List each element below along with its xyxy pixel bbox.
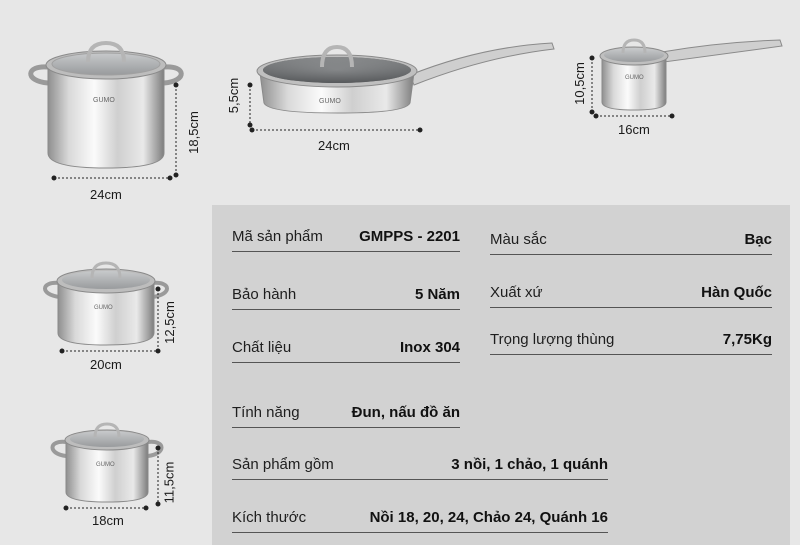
pot-18cm-width: 18cm [92, 513, 124, 528]
pot-20cm-height: 12,5cm [161, 301, 177, 344]
fry-pan-height: 5,5cm [226, 77, 242, 114]
spec-row-sizes [232, 499, 608, 533]
spec-value-origin: Hàn Quốc [701, 284, 772, 301]
spec-value-contents: 3 nồi, 1 chảo, 1 quánh [451, 456, 608, 473]
pot-20cm [30, 255, 210, 375]
spec-value-material: Inox 304 [399, 339, 460, 356]
spec-label-model: Mã sản phẩm [232, 228, 323, 245]
pot-20cm-brand: GUMO [94, 305, 113, 311]
spec-row-warranty [232, 278, 460, 310]
pot-24cm [18, 35, 218, 205]
pot-20cm-width: 20cm [90, 357, 122, 372]
spec-label-feature: Tính năng [232, 404, 300, 421]
saucepan-16cm [571, 32, 790, 142]
pot-18cm-brand: GUMO [96, 462, 115, 468]
pot-24cm-height: 18,5cm [185, 111, 201, 154]
saucepan-width: 16cm [618, 122, 650, 137]
spec-row-feature [232, 395, 460, 428]
spec-value-sizes: Nồi 18, 20, 24, Chảo 24, Quánh 16 [369, 509, 608, 526]
spec-value-weight: 7,75Kg [722, 331, 772, 348]
spec-value-feature: Đun, nấu đồ ăn [351, 404, 460, 421]
spec-value-color: Bạc [744, 231, 772, 248]
spec-row-contents [232, 446, 608, 480]
fry-pan-width: 24cm [318, 138, 350, 153]
spec-label-color: Màu sắc [490, 231, 547, 248]
fry-pan-24cm-image [230, 35, 560, 155]
saucepan-brand: GUMO [625, 75, 644, 81]
pot-18cm-height: 11,5cm [161, 461, 177, 504]
spec-label-sizes: Kích thước [232, 509, 307, 526]
spec-label-warranty: Bảo hành [232, 286, 297, 303]
spec-row-model [232, 220, 460, 252]
pot-18cm-image [40, 420, 210, 535]
saucepan-height: 10,5cm [571, 62, 587, 105]
pot-24cm-brand: GUMO [93, 97, 115, 104]
spec-value-warranty: 5 Năm [414, 286, 460, 303]
fry-pan-24cm [226, 35, 560, 155]
pot-18cm [40, 420, 210, 535]
spec-label-contents: Sản phẩm gồm [232, 456, 334, 473]
spec-row-material [232, 330, 460, 363]
spec-row-color [490, 220, 772, 255]
spec-label-weight: Trọng lượng thùng [490, 331, 615, 348]
spec-value-model: GMPPS - 2201 [359, 228, 460, 245]
saucepan-16cm-image [580, 32, 790, 142]
spec-row-weight [490, 322, 772, 355]
spec-label-material: Chất liệu [232, 339, 292, 356]
spec-panel [212, 205, 790, 545]
fry-pan-brand: GUMO [319, 98, 341, 105]
pot-24cm-width: 24cm [90, 187, 122, 202]
spec-row-origin [490, 272, 772, 308]
spec-label-origin: Xuất xứ [490, 284, 543, 301]
